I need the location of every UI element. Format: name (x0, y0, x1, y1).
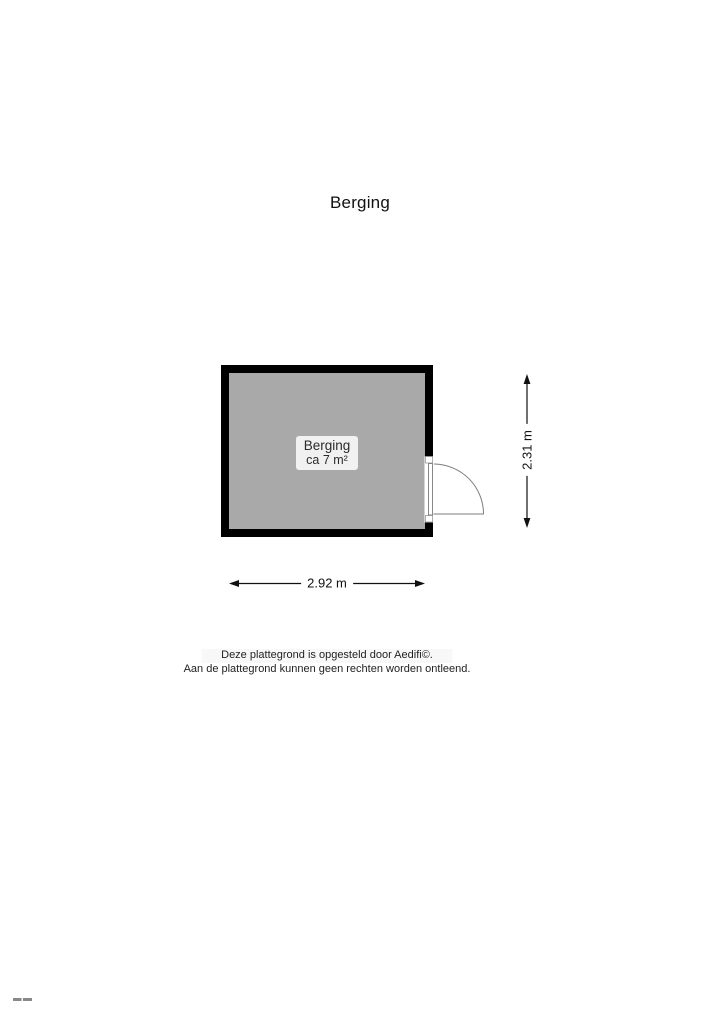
dim-width-arrow-left (229, 580, 239, 587)
disclaimer (184, 649, 471, 676)
disclaimer-line-1: Deze plattegrond is opgesteld door Aedifi©. (201, 649, 453, 663)
room-name: Berging (303, 438, 351, 453)
door-swing-arc (434, 464, 484, 514)
dim-height-arrow-bottom (524, 518, 531, 528)
corner-watermark (13, 998, 32, 1001)
door-jamb-bottom (426, 516, 433, 523)
dim-width-arrow-right (415, 580, 425, 587)
room-label (296, 436, 358, 470)
door-leaf (429, 464, 433, 516)
room-area: ca 7 m² (306, 453, 348, 467)
disclaimer-line-2: Aan de plattegrond kunnen geen rechten worden ontleend. (183, 662, 471, 675)
door-jamb-top (426, 457, 433, 464)
page-title: Berging (330, 193, 390, 212)
dim-height-arrow-top (524, 374, 531, 384)
dimension-width-label: 2.92 m (301, 576, 353, 591)
dimension-height-label: 2.31 m (520, 424, 535, 476)
